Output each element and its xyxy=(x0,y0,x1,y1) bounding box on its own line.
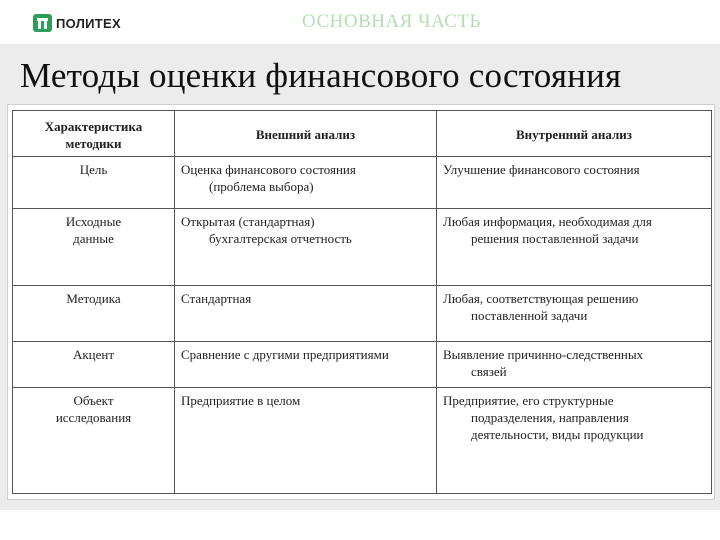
cell-line: деятельности, виды продукции xyxy=(471,427,644,442)
row-goal-label: Цель xyxy=(13,157,175,209)
table-row xyxy=(13,157,712,209)
row-focus-internal xyxy=(437,342,712,388)
row-goal-internal xyxy=(437,157,712,209)
header-characteristic: Характеристика методики xyxy=(13,111,175,157)
cell-line: Улучшение финансового состояния xyxy=(443,162,640,177)
row-object-internal xyxy=(437,388,712,494)
row-method-label: Методика xyxy=(13,286,175,342)
table-row xyxy=(13,209,712,286)
cell-line: подразделения, направления xyxy=(471,410,629,425)
logo-text: ПОЛИТЕХ xyxy=(56,15,121,31)
row-source-internal xyxy=(437,209,712,286)
cell-line: Открытая (стандартная) xyxy=(181,214,315,229)
cell-line: Сравнение с другими предприятиями xyxy=(181,347,389,362)
row-method-internal xyxy=(437,286,712,342)
cell-line: решения поставленной задачи xyxy=(471,231,639,246)
row-goal-external xyxy=(175,157,437,209)
cell-line: Любая, соответствующая решению xyxy=(443,291,639,306)
row-focus-label: Акцент xyxy=(13,342,175,388)
cell-line: Любая информация, необходимая для xyxy=(443,214,652,229)
row-method-external xyxy=(175,286,437,342)
table-header-row xyxy=(13,111,712,157)
cell-line: поставленной задачи xyxy=(471,308,588,323)
cell-line: связей xyxy=(471,364,507,379)
table-row xyxy=(13,388,712,494)
cell-line: бухгалтерская отчетность xyxy=(209,231,352,246)
table-frame xyxy=(7,104,715,500)
slide-title: Методы оценки финансового состояния xyxy=(20,56,622,95)
cell-line: Объект xyxy=(73,393,114,408)
cell-line: данные xyxy=(73,231,114,246)
section-label: ОСНОВНАЯ ЧАСТЬ xyxy=(302,11,481,32)
row-object-external xyxy=(175,388,437,494)
logo xyxy=(33,13,121,33)
row-source-label xyxy=(13,209,175,286)
header-external-analysis: Внешний анализ xyxy=(175,111,437,157)
cell-line: Предприятие в целом xyxy=(181,393,301,408)
politech-logo-icon xyxy=(33,14,52,32)
slide-header xyxy=(0,0,720,44)
cell-line: Предприятие, его структурные xyxy=(443,393,614,408)
table-row xyxy=(13,286,712,342)
comparison-table xyxy=(12,110,712,494)
header-internal-analysis: Внутренний анализ xyxy=(437,111,712,157)
cell-line: Выявление причинно-следственных xyxy=(443,347,644,362)
cell-line: Оценка финансового состояния xyxy=(181,162,356,177)
cell-line: исследования xyxy=(55,410,132,425)
cell-line: (проблема выбора) xyxy=(209,179,314,194)
table-row xyxy=(13,342,712,388)
cell-line: Стандартная xyxy=(181,291,252,306)
cell-line: Исходные xyxy=(65,214,122,229)
row-focus-external xyxy=(175,342,437,388)
row-source-external xyxy=(175,209,437,286)
row-object-label xyxy=(13,388,175,494)
